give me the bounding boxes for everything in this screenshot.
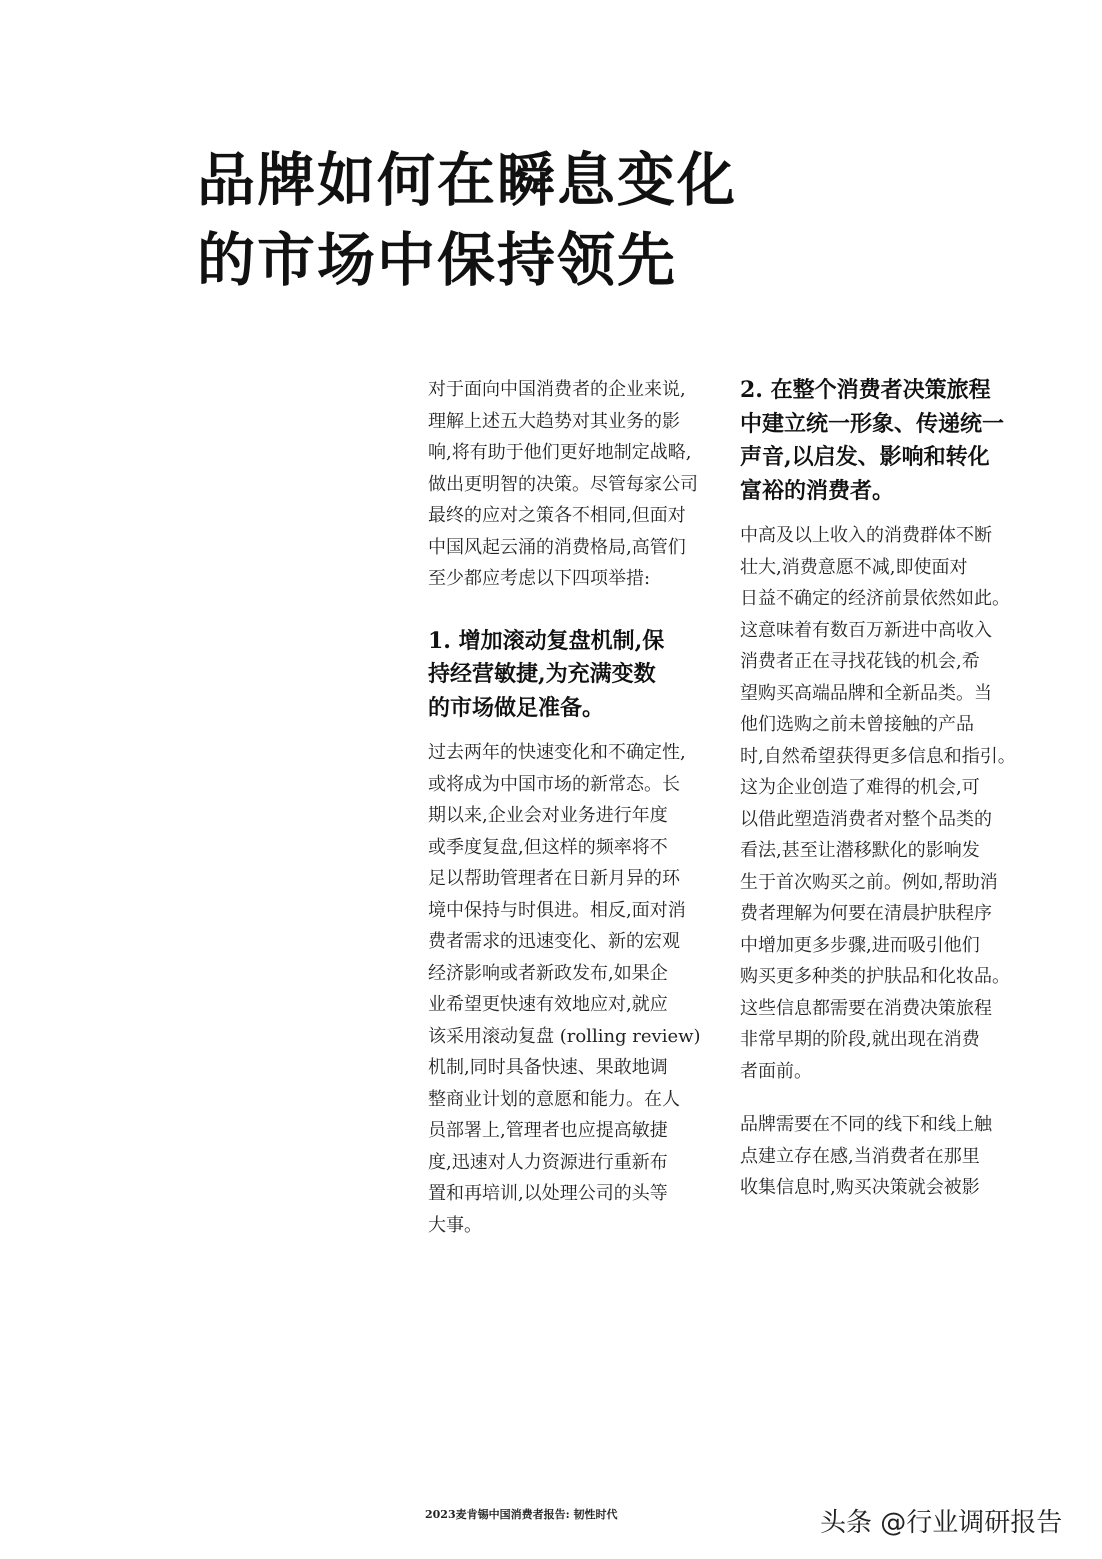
text-line: 响,将有助于他们更好地制定战略, xyxy=(428,442,692,463)
text-line: 者面前。 xyxy=(740,1060,812,1082)
text-line: 做出更明智的决策。尽管每家公司 xyxy=(428,473,698,495)
text-line: 或季度复盘,但这样的频率将不 xyxy=(428,836,668,858)
text-line: 中国风起云涌的消费格局,高管们 xyxy=(428,536,686,558)
page-footer: 2023麦肯锡中国消费者报告: 韧性时代 xyxy=(425,1508,618,1521)
text-line: 员部署上,管理者也应提高敏捷 xyxy=(428,1120,668,1141)
text-line: 声音,以启发、影响和转化 xyxy=(740,444,990,470)
text-line: 非常早期的阶段,就出现在消费 xyxy=(740,1029,980,1050)
text-line: 或将成为中国市场的新常态。长 xyxy=(428,773,680,795)
text-line: 中增加更多步骤,进而吸引他们 xyxy=(740,934,980,956)
text-line: 看法,甚至让潜移默化的影响发 xyxy=(740,840,980,861)
section-2-heading xyxy=(740,374,1060,508)
text-line: 境中保持与时俱进。相反,面对消 xyxy=(428,899,686,921)
right-column xyxy=(740,374,1060,1204)
text-line: 日益不确定的经济前景依然如此。 xyxy=(740,588,1010,609)
text-line: 中高及以上收入的消费群体不断 xyxy=(740,525,992,546)
text-line: 经济影响或者新政发布,如果企 xyxy=(428,962,668,984)
left-column xyxy=(428,374,748,1241)
text-line: 至少都应考虑以下四项举措: xyxy=(428,568,651,589)
text-line: 业希望更快速有效地应对,就应 xyxy=(428,994,668,1015)
text-line: 足以帮助管理者在日新月异的环 xyxy=(428,868,680,889)
text-line: 这些信息都需要在消费决策旅程 xyxy=(740,997,992,1019)
section-2-body-2 xyxy=(740,1109,1060,1204)
text-line: 时,自然希望获得更多信息和指引。 xyxy=(740,745,1016,767)
title-line: 品牌如何在瞬息变化 xyxy=(197,146,738,214)
text-line: 费者理解为何要在清晨护肤程序 xyxy=(740,903,992,924)
text-line: 消费者正在寻找花钱的机会,希 xyxy=(740,651,980,672)
text-line: 机制,同时具备快速、果敢地调 xyxy=(428,1057,668,1078)
text-line: 度,迅速对人力资源进行重新布 xyxy=(428,1151,668,1173)
title-line: 的市场中保持领先 xyxy=(197,226,678,294)
text-line: 持经营敏捷,为充满变数 xyxy=(428,661,656,687)
text-line: 这为企业创造了难得的机会,可 xyxy=(740,777,980,798)
section-2-body-1 xyxy=(740,520,1060,1087)
text-line: 期以来,企业会对业务进行年度 xyxy=(428,805,668,826)
text-line: 最终的应对之策各不相同,但面对 xyxy=(428,505,686,526)
text-line: 品牌需要在不同的线下和线上触 xyxy=(740,1114,992,1135)
text-line: 这意味着有数百万新进中高收入 xyxy=(740,619,992,641)
text-line: 过去两年的快速变化和不确定性, xyxy=(428,742,686,763)
text-line: 费者需求的迅速变化、新的宏观 xyxy=(428,931,680,952)
text-line: 购买更多种类的护肤品和化妆品。 xyxy=(740,966,1010,987)
text-line: 中建立统一形象、传递统一 xyxy=(740,410,1005,437)
text-line: 生于首次购买之前。例如,帮助消 xyxy=(740,871,998,893)
text-line: 大事。 xyxy=(428,1214,482,1236)
text-line: 整商业计划的意愿和能力。在人 xyxy=(428,1088,680,1110)
text-line: 对于面向中国消费者的企业来说, xyxy=(428,379,686,400)
text-line: 的市场做足准备。 xyxy=(428,694,605,721)
text-line: 1. 增加滚动复盘机制,保 xyxy=(428,627,665,654)
text-line: 置和再培训,以处理公司的头等 xyxy=(428,1183,668,1204)
text-line: 他们选购之前未曾接触的产品 xyxy=(740,714,974,735)
intro-paragraph xyxy=(428,374,748,595)
text-line: 以借此塑造消费者对整个品类的 xyxy=(740,808,992,830)
text-line: 收集信息时,购买决策就会被影 xyxy=(740,1177,980,1198)
text-line: 富裕的消费者。 xyxy=(740,477,895,504)
text-line: 2. 在整个消费者决策旅程 xyxy=(740,377,991,403)
text-line: 该采用滚动复盘 (rolling review) xyxy=(428,1025,701,1047)
text-line: 理解上述五大趋势对其业务的影 xyxy=(428,410,680,432)
text-line: 点建立存在感,当消费者在那里 xyxy=(740,1145,980,1167)
section-1-body xyxy=(428,737,748,1241)
watermark: 头条 @行业调研报告 xyxy=(820,1508,1063,1538)
section-1-heading xyxy=(428,625,748,726)
page-title xyxy=(197,140,737,300)
text-line: 望购买高端品牌和全新品类。当 xyxy=(740,682,992,704)
text-line: 壮大,消费意愿不减,即使面对 xyxy=(740,556,968,578)
